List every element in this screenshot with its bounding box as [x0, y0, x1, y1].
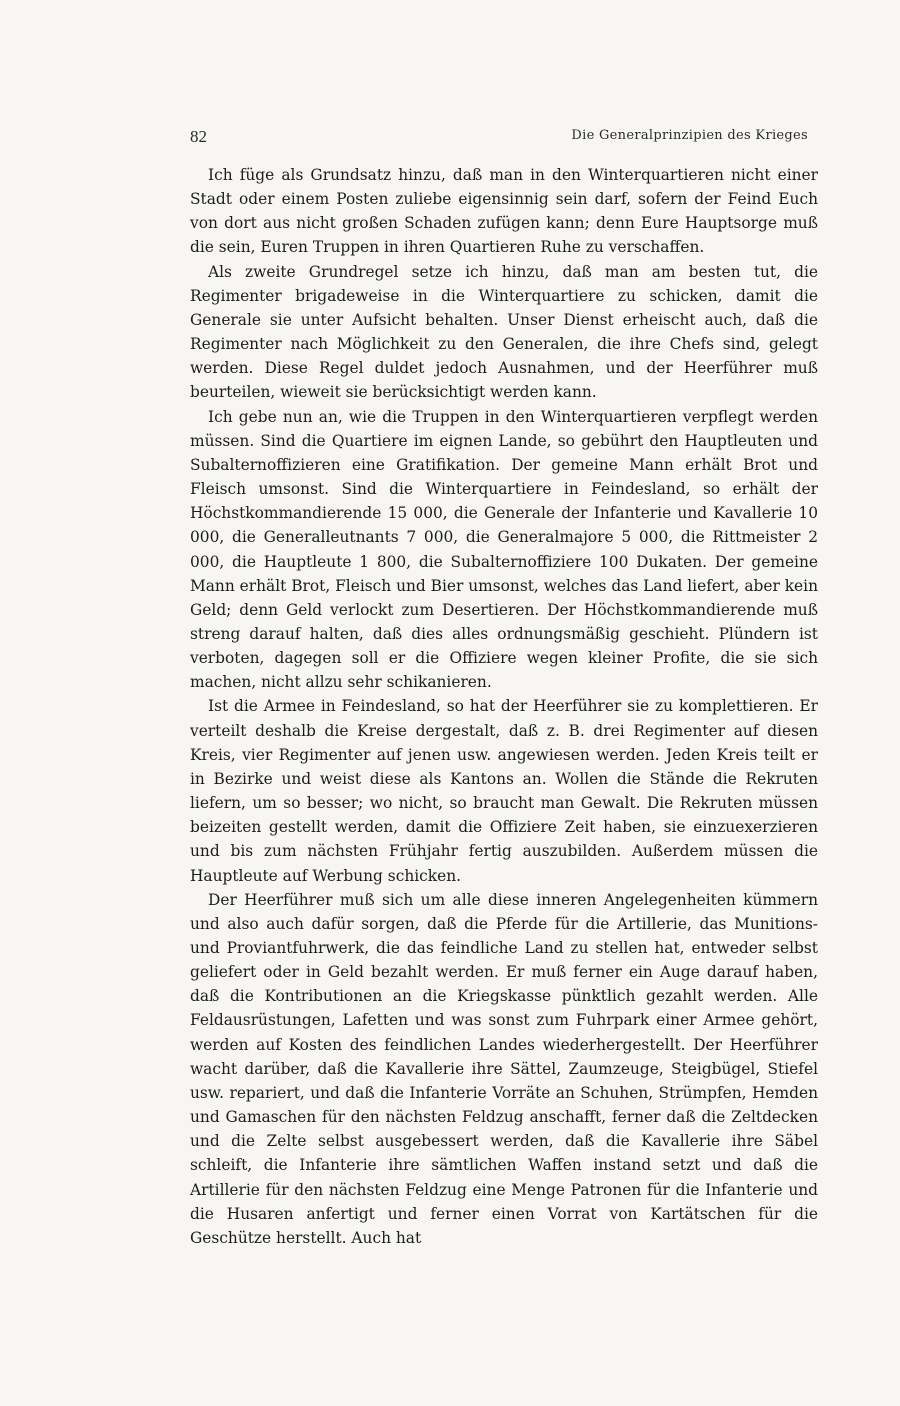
- running-head: [190, 127, 820, 151]
- page-number: 82: [190, 127, 207, 146]
- paragraph-5: Der Heerführer muß sich um alle diese inneren Angelegenheiten kümmern und also auch dafür sorgen, daß die Pferde für die Artillerie, das Munitions- und Proviantfuhrwerk, die das feindliche Land zu stellen hat, entweder selbst geliefert oder in Geld bezahlt werden. Er muß ferner ein Auge darauf haben, daß die Kontributionen an die Kriegskasse pünktlich gezahlt werden. Alle Feldausrüstungen, Lafetten und was sonst zum Fuhrpark einer Armee gehört, werden auf Kosten des feindlichen Landes wiederhergestellt. Der Heerführer wacht darüber, daß die Kavallerie ihre Sättel, Zaumzeuge, Steigbügel, Stiefel usw. repariert, und daß die Infanterie Vorräte an Schuhen, Strümpfen, Hemden und Gamaschen für den nächsten Feldzug anschafft, ferner daß die Zeltdecken und die Zelte selbst ausgebessert werden, daß die Kavallerie ihre Säbel schleift, die Infanterie ihre sämtlichen Waffen instand setzt und daß die Artillerie für den nächsten Feldzug eine Menge Patronen für die Infanterie und die Husaren anfertigt und ferner einen Vorrat von Kartätschen für die Geschütze herstellt. Auch hat: [190, 890, 818, 1247]
- paragraph-2: Als zweite Grundregel setze ich hinzu, daß man am besten tut, die Regimenter brigadeweise in die Winterquartiere zu schicken, damit die Generale sie unter Aufsicht behalten. Unser Dienst erheischt auch, daß die Regimenter nach Möglichkeit zu den Generalen, die ihre Chefs sind, gelegt werden. Diese Regel duldet jedoch Ausnahmen, und der Heerführer muß beurteilen, wieweit sie berücksichtigt werden kann.: [190, 262, 818, 402]
- paragraph-1: Ich füge als Grundsatz hinzu, daß man in den Winterquartieren nicht einer Stadt oder einem Posten zuliebe eigensinnig sein darf, sofern der Feind Euch von dort aus nicht großen Schaden zufügen kann; denn Eure Hauptsorge muß die sein, Euren Truppen in ihren Quartieren Ruhe zu verschaffen.: [190, 166, 818, 257]
- body-text: [190, 163, 818, 1250]
- paragraph-3: Ich gebe nun an, wie die Truppen in den Winterquartieren verpflegt werden müssen. Sind die Quartiere im eignen Lande, so gebührt den Hauptleuten und Subalternoffizieren eine Gratifikation. Der gemeine Mann erhält Brot und Fleisch umsonst. Sind die Winterquartiere in Feindesland, so erhält der Höchstkommandierende 15 000, die Generale der Infanterie und Kavallerie 10 000, die Generalleutnants 7 000, die Generalmajore 5 000, die Rittmeister 2 000, die Hauptleute 1 800, die Subalternoffiziere 100 Dukaten. Der gemeine Mann erhält Brot, Fleisch und Bier umsonst, welches das Land liefert, aber kein Geld; denn Geld verlockt zum Desertieren. Der Höchstkommandierende muß streng darauf halten, daß dies alles ordnungsmäßig geschieht. Plündern ist verboten, dagegen soll er die Offiziere wegen kleiner Profite, die sie sich machen, nicht allzu sehr schikanieren.: [190, 407, 818, 692]
- chapter-title: Die Generalprinzipien des Krieges: [571, 128, 808, 143]
- paragraph-4: Ist die Armee in Feindesland, so hat der Heerführer sie zu komplettieren. Er verteilt deshalb die Kreise dergestalt, daß z. B. drei Regimenter auf diesen Kreis, vier Regimenter auf jenen usw. angewiesen werden. Jeden Kreis teilt er in Bezirke und weist diese als Kantons an. Wollen die Stände die Rekruten liefern, um so besser; wo nicht, so braucht man Gewalt. Die Rekruten müssen beizeiten gestellt werden, damit die Offiziere Zeit haben, sie einzuexerzieren und bis zum nächsten Frühjahr fertig auszubilden. Außerdem müssen die Hauptleute auf Werbung schicken.: [190, 697, 818, 885]
